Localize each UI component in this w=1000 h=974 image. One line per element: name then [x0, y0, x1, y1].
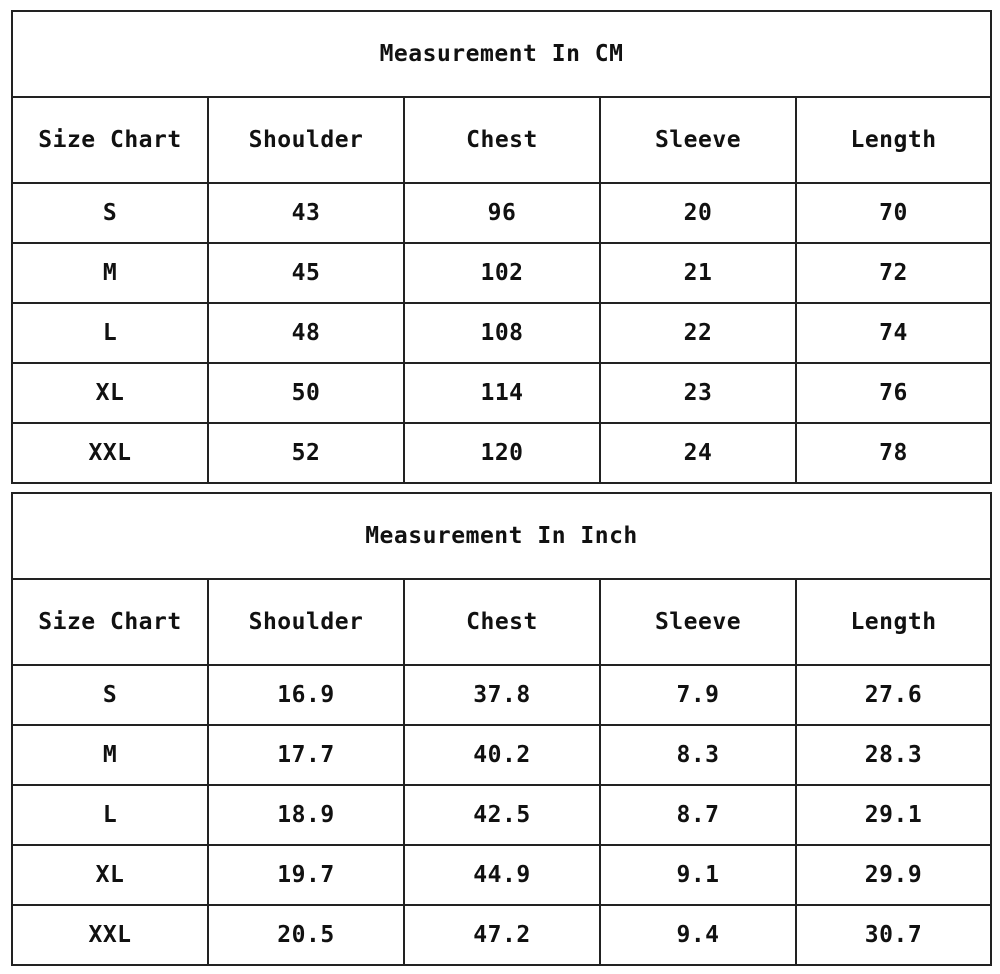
table-title-row: [12, 493, 991, 579]
chest-cell: 37.8: [404, 665, 600, 725]
sleeve-cell: 9.1: [600, 845, 796, 905]
sleeve-cell: 8.7: [600, 785, 796, 845]
table-row: [12, 183, 991, 243]
length-cell: 70: [796, 183, 991, 243]
size-cell: M: [12, 243, 208, 303]
header-length: Length: [796, 579, 991, 665]
shoulder-cell: 43: [208, 183, 404, 243]
table-row: [12, 845, 991, 905]
table-row: [12, 665, 991, 725]
chest-cell: 120: [404, 423, 600, 483]
sleeve-cell: 7.9: [600, 665, 796, 725]
chest-cell: 44.9: [404, 845, 600, 905]
shoulder-cell: 48: [208, 303, 404, 363]
size-cell: L: [12, 303, 208, 363]
header-sleeve: Sleeve: [600, 579, 796, 665]
sleeve-cell: 23: [600, 363, 796, 423]
chest-cell: 40.2: [404, 725, 600, 785]
sleeve-cell: 8.3: [600, 725, 796, 785]
sleeve-cell: 24: [600, 423, 796, 483]
length-cell: 72: [796, 243, 991, 303]
header-size-chart: Size Chart: [12, 97, 208, 183]
header-shoulder: Shoulder: [208, 579, 404, 665]
shoulder-cell: 45: [208, 243, 404, 303]
size-cell: XXL: [12, 905, 208, 965]
sleeve-cell: 22: [600, 303, 796, 363]
length-cell: 29.1: [796, 785, 991, 845]
length-cell: 27.6: [796, 665, 991, 725]
table-row: [12, 303, 991, 363]
table-header-row: [12, 97, 991, 183]
shoulder-cell: 17.7: [208, 725, 404, 785]
length-cell: 78: [796, 423, 991, 483]
table-row: [12, 905, 991, 965]
shoulder-cell: 16.9: [208, 665, 404, 725]
table-title: Measurement In CM: [12, 11, 991, 97]
table-title: Measurement In Inch: [12, 493, 991, 579]
header-sleeve: Sleeve: [600, 97, 796, 183]
shoulder-cell: 20.5: [208, 905, 404, 965]
chest-cell: 96: [404, 183, 600, 243]
table-title-row: [12, 11, 991, 97]
length-cell: 76: [796, 363, 991, 423]
header-chest: Chest: [404, 579, 600, 665]
size-table-cm: [11, 10, 992, 484]
table-row: [12, 363, 991, 423]
table-header-row: [12, 579, 991, 665]
sleeve-cell: 9.4: [600, 905, 796, 965]
shoulder-cell: 19.7: [208, 845, 404, 905]
size-cell: XL: [12, 363, 208, 423]
size-cell: M: [12, 725, 208, 785]
length-cell: 28.3: [796, 725, 991, 785]
sleeve-cell: 20: [600, 183, 796, 243]
header-shoulder: Shoulder: [208, 97, 404, 183]
sleeve-cell: 21: [600, 243, 796, 303]
size-cell: L: [12, 785, 208, 845]
chest-cell: 114: [404, 363, 600, 423]
length-cell: 30.7: [796, 905, 991, 965]
size-cell: S: [12, 665, 208, 725]
size-cell: XL: [12, 845, 208, 905]
table-row: [12, 423, 991, 483]
shoulder-cell: 52: [208, 423, 404, 483]
shoulder-cell: 50: [208, 363, 404, 423]
length-cell: 74: [796, 303, 991, 363]
table-row: [12, 725, 991, 785]
table-row: [12, 243, 991, 303]
shoulder-cell: 18.9: [208, 785, 404, 845]
chest-cell: 42.5: [404, 785, 600, 845]
chest-cell: 108: [404, 303, 600, 363]
size-cell: S: [12, 183, 208, 243]
header-length: Length: [796, 97, 991, 183]
length-cell: 29.9: [796, 845, 991, 905]
header-size-chart: Size Chart: [12, 579, 208, 665]
chest-cell: 102: [404, 243, 600, 303]
table-row: [12, 785, 991, 845]
header-chest: Chest: [404, 97, 600, 183]
size-table-inch: [11, 492, 992, 966]
chest-cell: 47.2: [404, 905, 600, 965]
size-cell: XXL: [12, 423, 208, 483]
